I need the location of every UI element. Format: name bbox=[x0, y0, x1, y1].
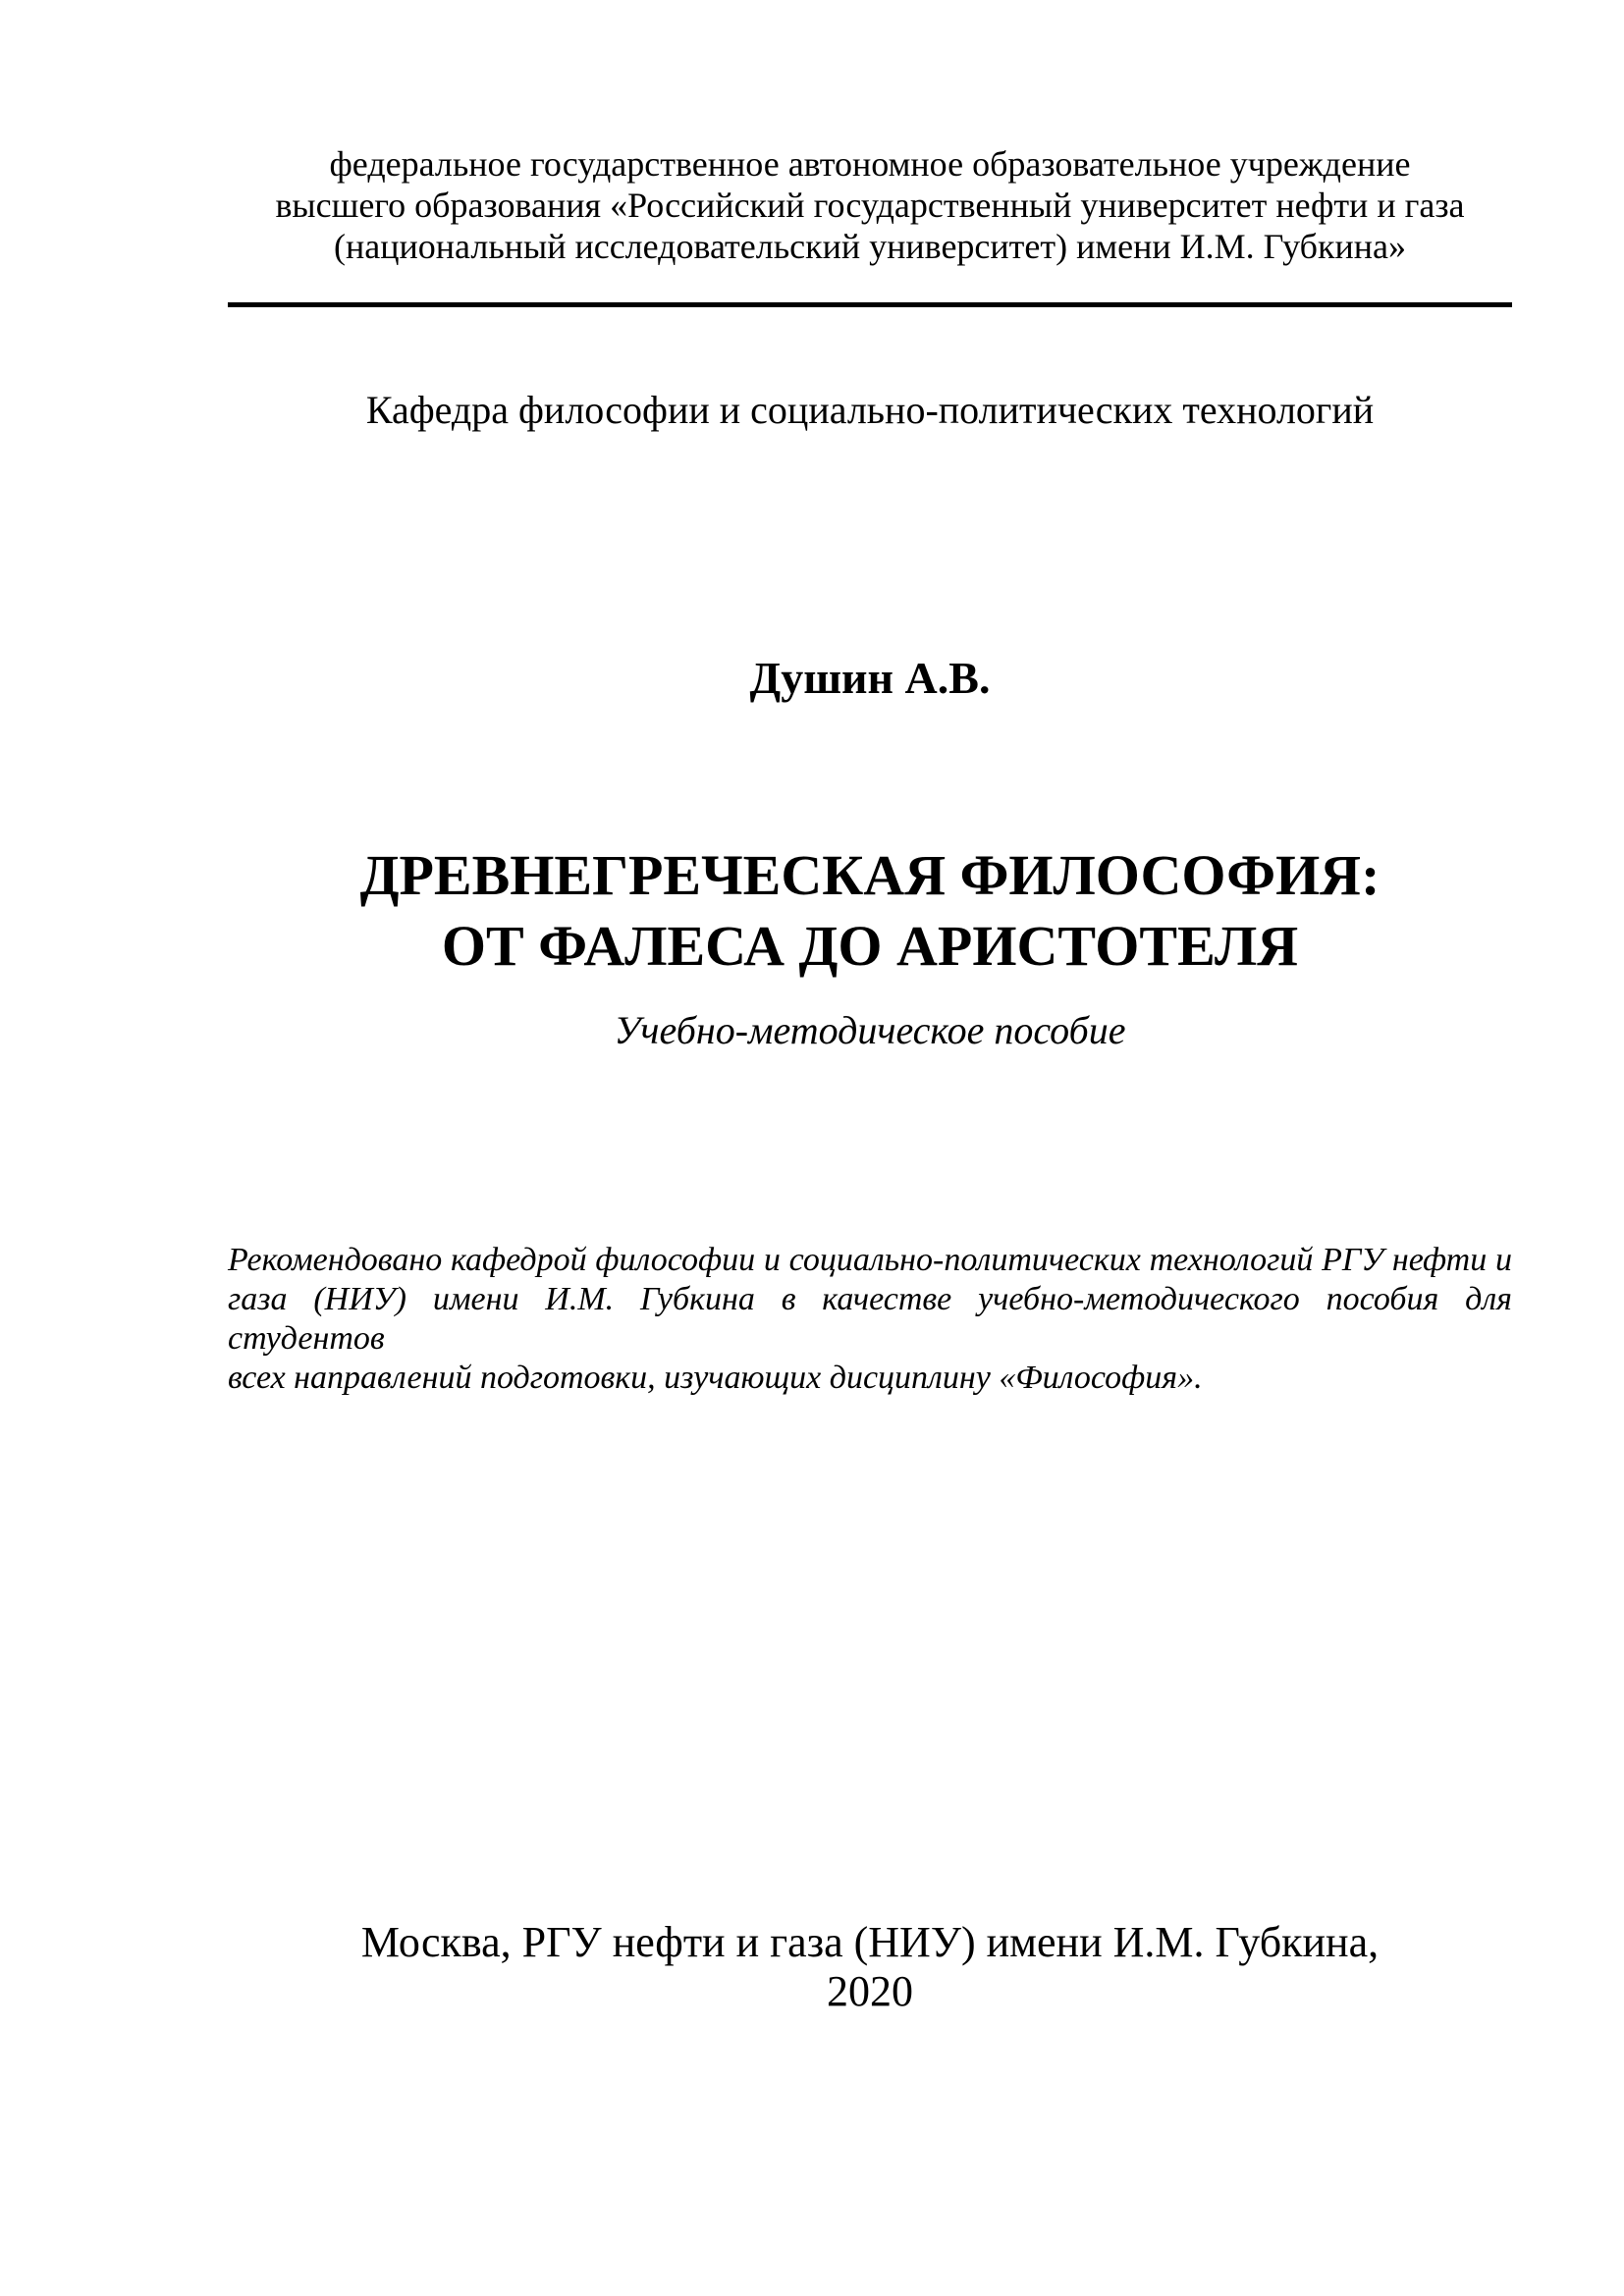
doc-title-line: ОТ ФАЛЕСА ДО АРИСТОТЕЛЯ bbox=[441, 914, 1299, 978]
recommendation-line: газа (НИУ) имени И.М. Губкина в качестве учебно-методического пособия для студентов bbox=[228, 1281, 1512, 1357]
divider-rule bbox=[228, 302, 1512, 307]
imprint-year: 2020 bbox=[827, 1967, 913, 2015]
recommendation-paragraph bbox=[228, 1241, 1512, 1398]
recommendation-line: всех направлений подготовки, изучающих дисциплину «Философия». bbox=[228, 1360, 1203, 1396]
doc-title bbox=[228, 840, 1512, 982]
department-line: Кафедра философии и социально-политических технологий bbox=[365, 388, 1375, 432]
doc-subtitle: Учебно-методическое пособие bbox=[614, 1008, 1126, 1052]
recommendation-line: Рекомендовано кафедрой философии и социально-политических технологий РГУ нефти и bbox=[228, 1242, 1512, 1278]
org-header-line: федеральное государственное автономное образовательное учреждение bbox=[329, 144, 1411, 184]
org-header bbox=[228, 143, 1512, 267]
imprint-city-line: Москва, РГУ нефти и газа (НИУ) имени И.М. Губкина, bbox=[360, 1918, 1380, 1966]
org-header-line: (национальный исследовательский университет) имени И.М. Губкина» bbox=[334, 227, 1406, 266]
imprint bbox=[228, 1918, 1512, 2016]
author-name: Душин А.В. bbox=[749, 653, 991, 703]
doc-title-line: ДРЕВНЕГРЕЧЕСКАЯ ФИЛОСОФИЯ: bbox=[359, 843, 1380, 907]
org-header-line: высшего образования «Российский государственный университет нефти и газа bbox=[275, 186, 1465, 225]
